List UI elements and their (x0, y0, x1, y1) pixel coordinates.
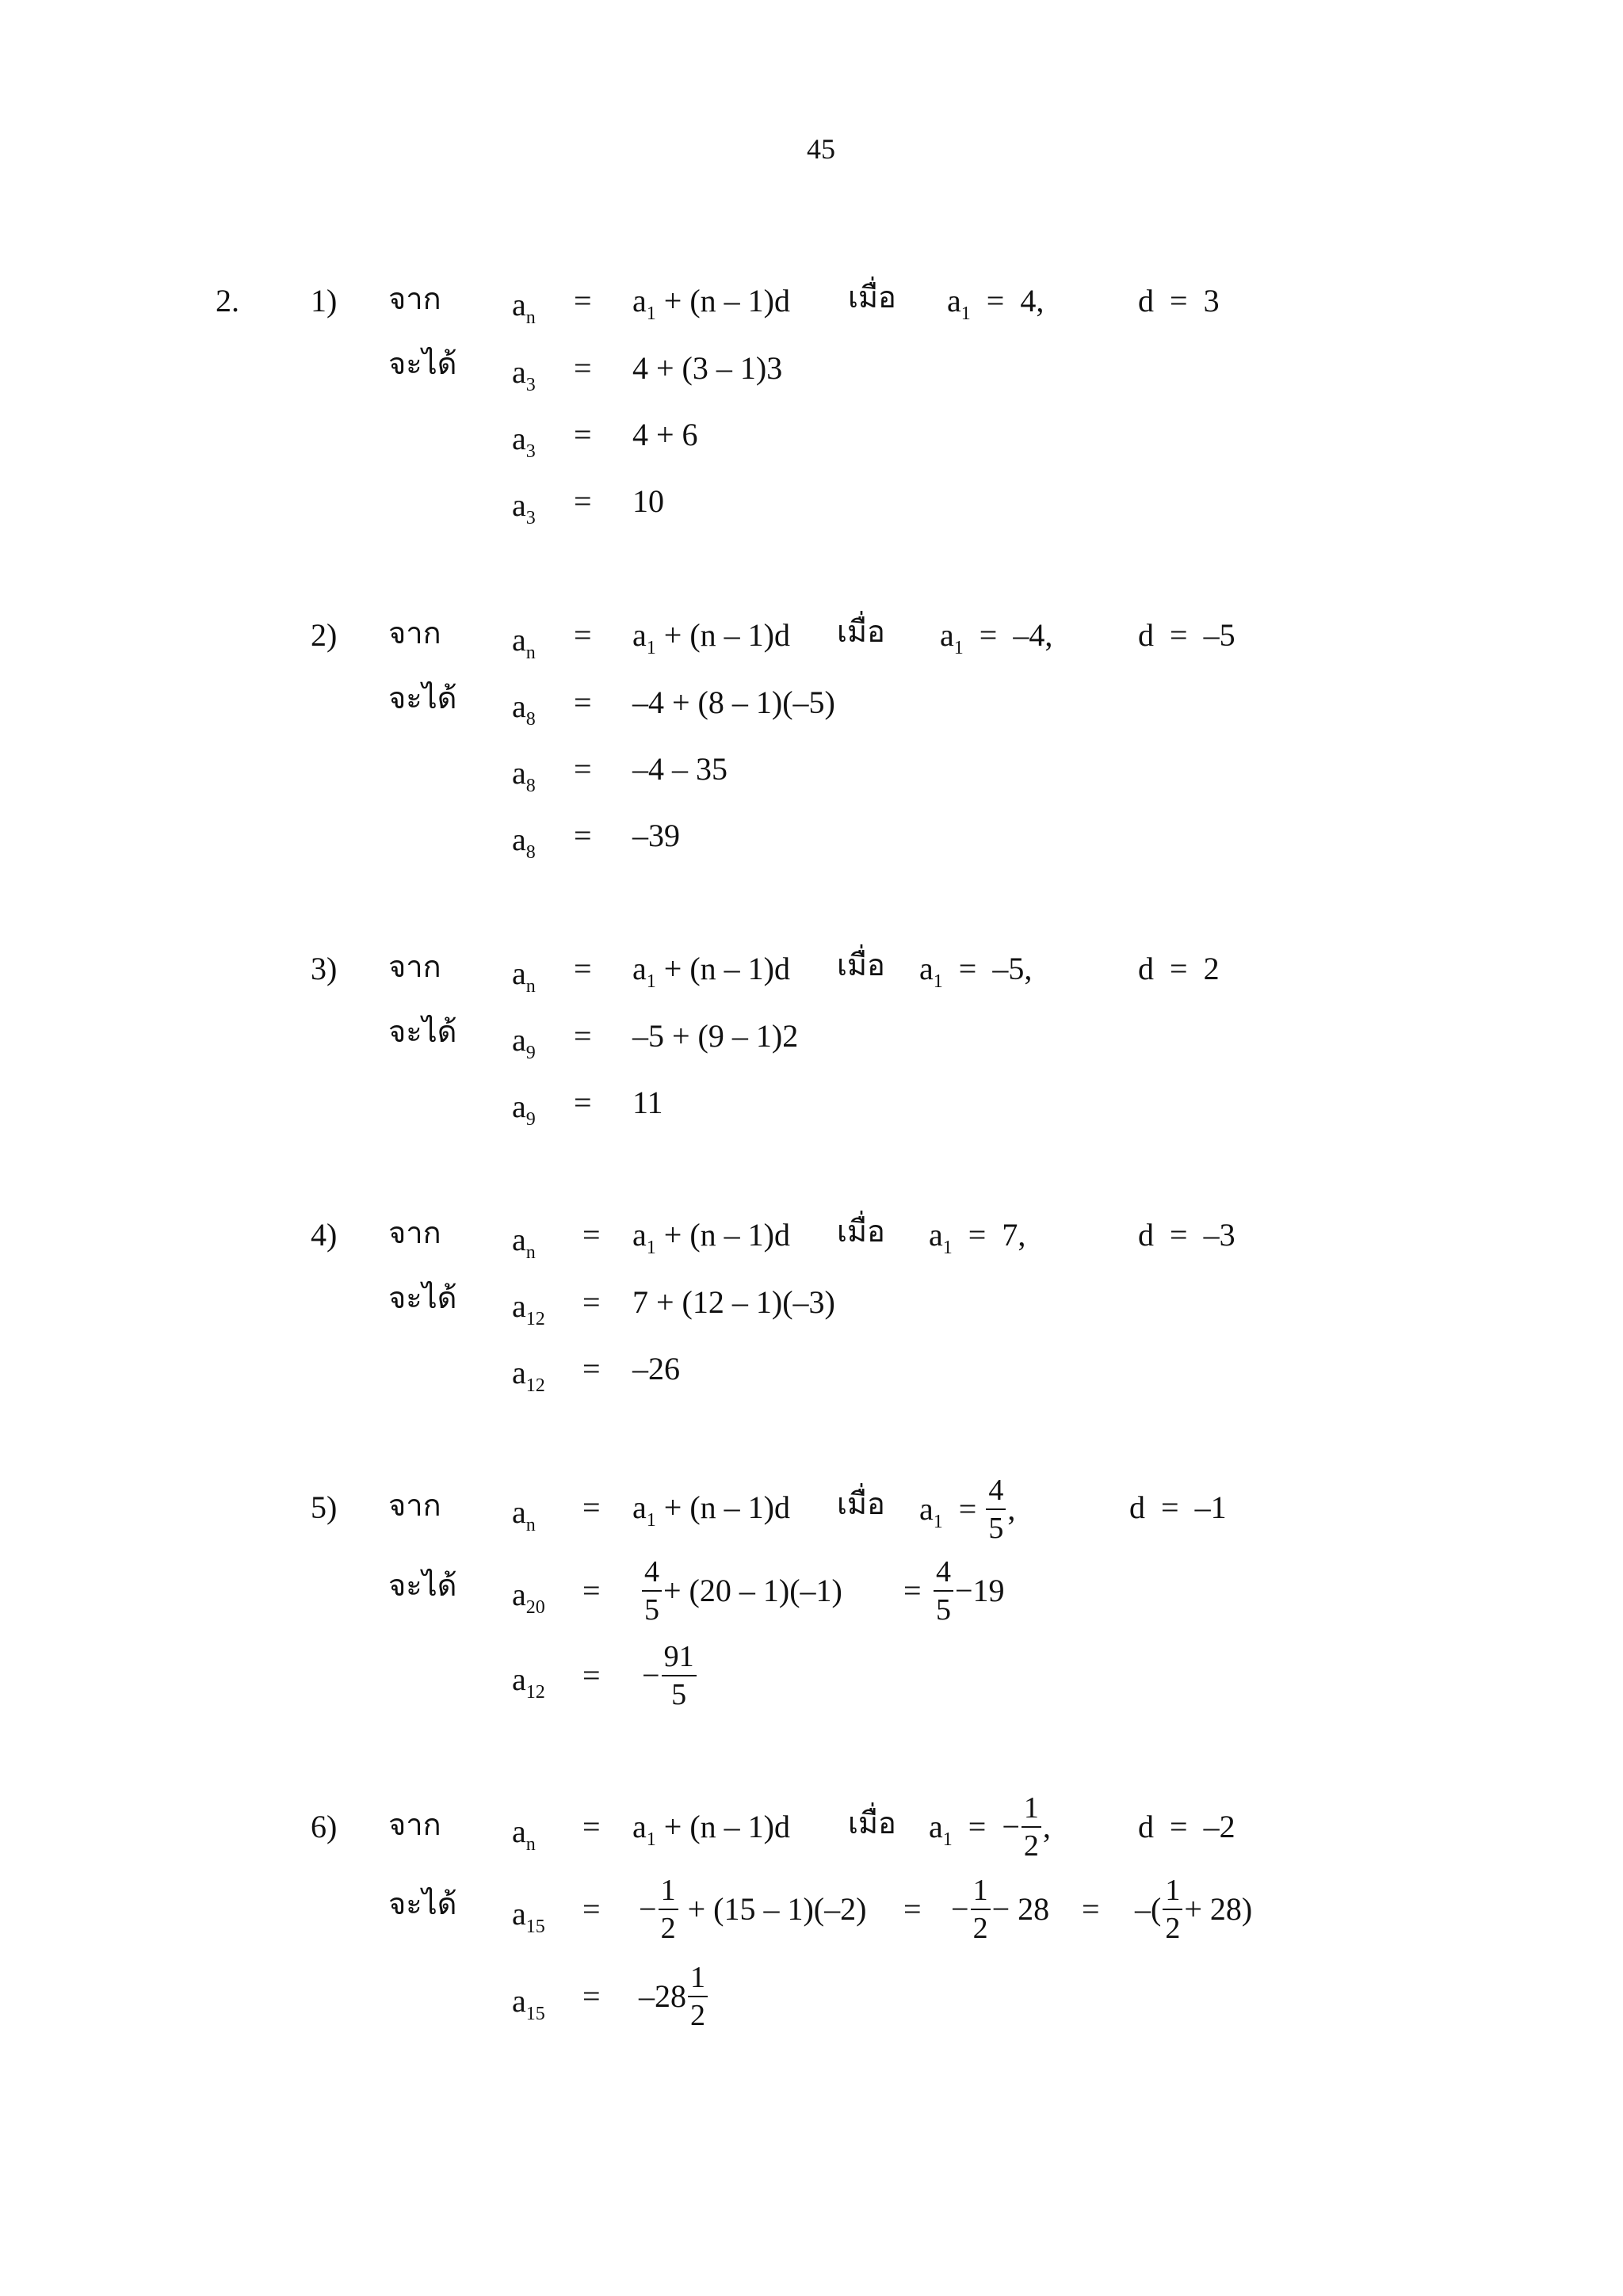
label-from: จาก (388, 1215, 441, 1250)
step-3: 10 (632, 483, 664, 519)
equals-sign: = (574, 483, 592, 519)
term-label: $a_{15}$ (512, 1896, 545, 1937)
step-3: –39 (632, 818, 680, 853)
fraction: $\frac{4}{5}$ (642, 1557, 662, 1625)
formula-general: $a_1 + (n - 1)d$ (632, 1489, 790, 1531)
step-1-result: $\frac{4}{5}$ −19 (932, 1551, 1005, 1630)
fraction: $\frac{1}{2}$ (659, 1875, 678, 1943)
term-general: $a_n$ (512, 1222, 536, 1263)
equals-sign: = (582, 1489, 601, 1525)
equals-sign: = (582, 1284, 601, 1320)
given-first-term: $a_1 = -4$, (940, 617, 1053, 658)
label-when: เมื่อ (837, 1486, 885, 1521)
term-label: $a_8$ (512, 688, 536, 730)
term-label: $a_{12}$ (512, 1355, 545, 1396)
label-when: เมื่อ (837, 948, 885, 982)
term-general: $a_n$ (512, 955, 536, 997)
equals-sign: = (574, 617, 592, 653)
term-general: $a_n$ (512, 1814, 536, 1855)
given-common-difference: d = 3 (1138, 283, 1220, 318)
formula-general: $a_1 + (n - 1)d$ (632, 617, 790, 658)
equals-sign: = (1082, 1891, 1100, 1927)
fraction: $\frac{1}{2}$ (1163, 1875, 1182, 1943)
term-label: $a_9$ (512, 1089, 536, 1130)
step-2: 4 + 6 (632, 417, 698, 452)
term-label: $a_9$ (512, 1022, 536, 1063)
term-label: $a_8$ (512, 822, 536, 863)
equals-sign: = (582, 1978, 601, 2014)
fraction: $\frac{1}{2}$ (688, 1962, 708, 2031)
problem-number: 1) (311, 283, 338, 318)
problem-number: 5) (311, 1489, 338, 1525)
step-1: 7 + (12 – 1)(–3) (632, 1284, 835, 1320)
label-when: เมื่อ (848, 280, 896, 315)
problem-number: 2) (311, 617, 338, 653)
label-from: จาก (388, 281, 441, 316)
label-from: จาก (388, 1488, 441, 1523)
label-gives: จะได้ (388, 1886, 457, 1921)
term-label: $a_{15}$ (512, 1983, 545, 2024)
equals-sign: = (574, 1018, 592, 1054)
formula-general: $a_1 + (n - 1)d$ (632, 1809, 790, 1850)
label-gives: จะได้ (388, 1014, 457, 1049)
term-label: $a_3$ (512, 421, 536, 462)
label-when: เมื่อ (837, 1214, 885, 1249)
equals-sign: = (582, 1217, 601, 1253)
equals-sign: = (903, 1891, 922, 1927)
given-first-term: $a_1 = 7$, (929, 1217, 1026, 1258)
equals-sign: = (582, 1573, 601, 1608)
equals-sign: = (574, 1085, 592, 1120)
term-general: $a_n$ (512, 287, 536, 328)
term-label: $a_{12}$ (512, 1661, 545, 1703)
step-1: –4 + (8 – 1)(–5) (632, 685, 835, 720)
given-common-difference: d = –2 (1138, 1809, 1235, 1844)
given-first-term: $a_1 = 4$, (947, 283, 1044, 324)
equals-sign: = (574, 685, 592, 720)
term-label: $a_8$ (512, 755, 536, 796)
equals-sign: = (903, 1573, 922, 1608)
equals-sign: = (582, 1809, 601, 1844)
step-1-result: − $\frac{1}{2}$ − 28 (951, 1874, 1050, 1945)
label-when: เมื่อ (848, 1806, 896, 1840)
step-1: $\frac{4}{5}$ + (20 – 1)(–1) (640, 1551, 842, 1630)
given-first-term: $a_1$ = $\frac{4}{5}$ , (919, 1474, 1016, 1545)
label-from: จาก (388, 1807, 441, 1842)
formula-general: $a_1 + (n - 1)d$ (632, 951, 790, 992)
label-gives: จะได้ (388, 1568, 457, 1603)
equals-sign: = (574, 751, 592, 787)
fraction: $\frac{91}{5}$ (662, 1642, 697, 1710)
step-1: –5 + (9 – 1)2 (632, 1018, 799, 1054)
equals-sign: = (582, 1891, 601, 1927)
page-number: 45 (807, 133, 835, 165)
equals-sign: = (574, 350, 592, 386)
step-1-factored: –( $\frac{1}{2}$ + 28) (1135, 1874, 1253, 1945)
given-common-difference: d = –5 (1138, 617, 1235, 653)
equals-sign: = (582, 1657, 601, 1693)
given-common-difference: d = –1 (1129, 1489, 1227, 1525)
term-label: $a_3$ (512, 487, 536, 528)
given-common-difference: d = –3 (1138, 1217, 1235, 1253)
label-gives: จะได้ (388, 346, 457, 381)
label-gives: จะได้ (388, 681, 457, 715)
label-from: จาก (388, 949, 441, 984)
problem-number: 3) (311, 951, 338, 986)
formula-general: $a_1 + (n - 1)d$ (632, 283, 790, 324)
term-general: $a_n$ (512, 1494, 536, 1535)
fraction: $\frac{4}{5}$ (986, 1475, 1006, 1543)
step-2: –26 (632, 1351, 680, 1386)
step-1: 4 + (3 – 1)3 (632, 350, 783, 386)
equals-sign: = (574, 818, 592, 853)
label-gives: จะได้ (388, 1280, 457, 1315)
given-first-term: $a_1$ = − $\frac{1}{2}$ , (929, 1791, 1051, 1863)
fraction: $\frac{1}{2}$ (1022, 1793, 1041, 1861)
label-when: เมื่อ (837, 614, 885, 649)
section-number: 2. (216, 283, 239, 318)
step-2: 11 (632, 1085, 663, 1120)
fraction: $\frac{1}{2}$ (971, 1875, 991, 1943)
given-common-difference: d = 2 (1138, 951, 1220, 986)
equals-sign: = (574, 283, 592, 318)
problem-number: 6) (311, 1809, 338, 1844)
formula-general: $a_1 + (n - 1)d$ (632, 1217, 790, 1258)
step-2: − $\frac{91}{5}$ (642, 1636, 698, 1715)
given-first-term: $a_1 = -5$, (919, 951, 1033, 992)
label-from: จาก (388, 616, 441, 650)
problem-number: 4) (311, 1217, 338, 1253)
step-1: − $\frac{1}{2}$ + (15 – 1)(–2) (639, 1874, 867, 1945)
equals-sign: = (574, 951, 592, 986)
term-label: $a_3$ (512, 354, 536, 395)
term-general: $a_n$ (512, 622, 536, 663)
equals-sign: = (574, 417, 592, 452)
term-label: $a_{20}$ (512, 1577, 545, 1618)
step-2: –28 $\frac{1}{2}$ (639, 1957, 709, 2036)
term-label: $a_{12}$ (512, 1288, 545, 1329)
equals-sign: = (582, 1351, 601, 1386)
fraction: $\frac{4}{5}$ (934, 1557, 953, 1625)
step-2: –4 – 35 (632, 751, 727, 787)
